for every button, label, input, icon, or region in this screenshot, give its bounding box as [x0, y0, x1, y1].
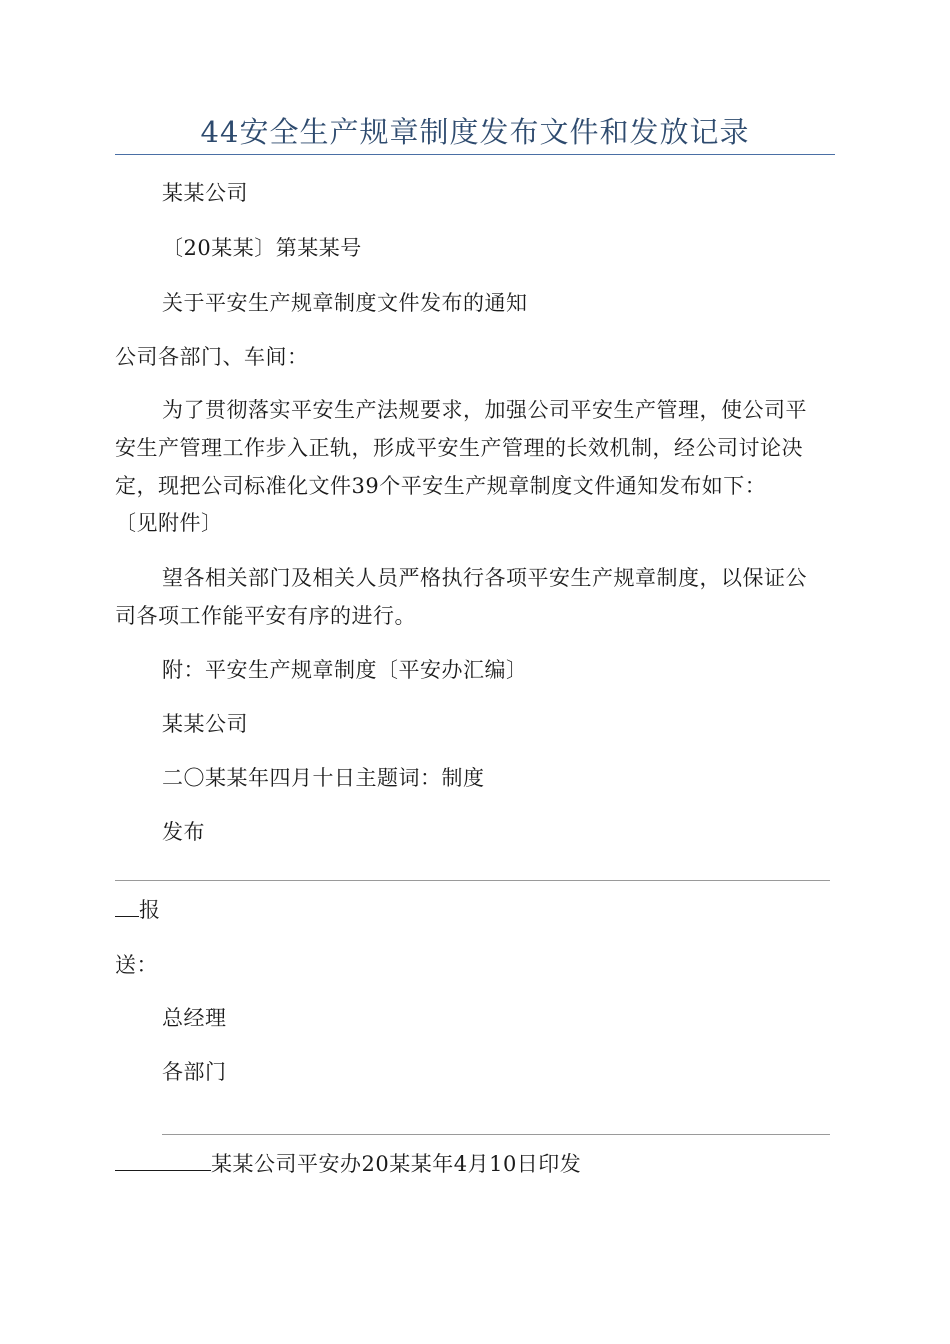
- notice-title: 关于平安生产规章制度文件发布的通知: [162, 291, 528, 315]
- report-to-first: [115, 895, 161, 925]
- printed-by: 某某公司平安办20某某年4月10日印发: [211, 1152, 582, 1176]
- addressee: 公司各部门、车间：: [115, 345, 309, 369]
- underscore-blank-long: [115, 1150, 211, 1171]
- body-line-2: 安生产管理工作步入正轨，形成平安生产管理的长效机制，经公司讨论决: [115, 436, 803, 460]
- printed-by-line: [115, 1149, 581, 1179]
- body-line-3: 定，现把公司标准化文件39个平安生产规章制度文件通知发布如下：: [115, 474, 767, 498]
- date-and-keywords: 二〇某某年四月十日主题词：制度: [162, 766, 485, 790]
- body-line-1: 为了贯彻落实平安生产法规要求，加强公司平安生产管理，使公司平: [162, 398, 807, 422]
- separator-line-2: [162, 1134, 830, 1135]
- underscore-blank: [115, 896, 139, 917]
- recipient-general-manager: 总经理: [162, 1006, 227, 1030]
- document-number: 〔20某某〕第某某号: [162, 236, 362, 260]
- title-underline: [115, 154, 835, 155]
- document-title: 44安全生产规章制度发布文件和发放记录: [200, 115, 750, 149]
- attachment-note: 附：平安生产规章制度〔平安办汇编〕: [162, 658, 528, 682]
- report-to-label: 报: [139, 898, 161, 922]
- report-to-second: 送：: [115, 953, 158, 977]
- hope-line-1: 望各相关部门及相关人员严格执行各项平安生产规章制度，以保证公: [162, 566, 807, 590]
- body-line-4: 〔见附件〕: [115, 511, 223, 535]
- signature-company: 某某公司: [162, 712, 248, 736]
- separator-line-1: [115, 880, 830, 881]
- hope-line-2: 司各项工作能平安有序的进行。: [115, 604, 416, 628]
- recipient-departments: 各部门: [162, 1060, 227, 1084]
- publish-label: 发布: [162, 820, 205, 844]
- company-header: 某某公司: [162, 181, 248, 205]
